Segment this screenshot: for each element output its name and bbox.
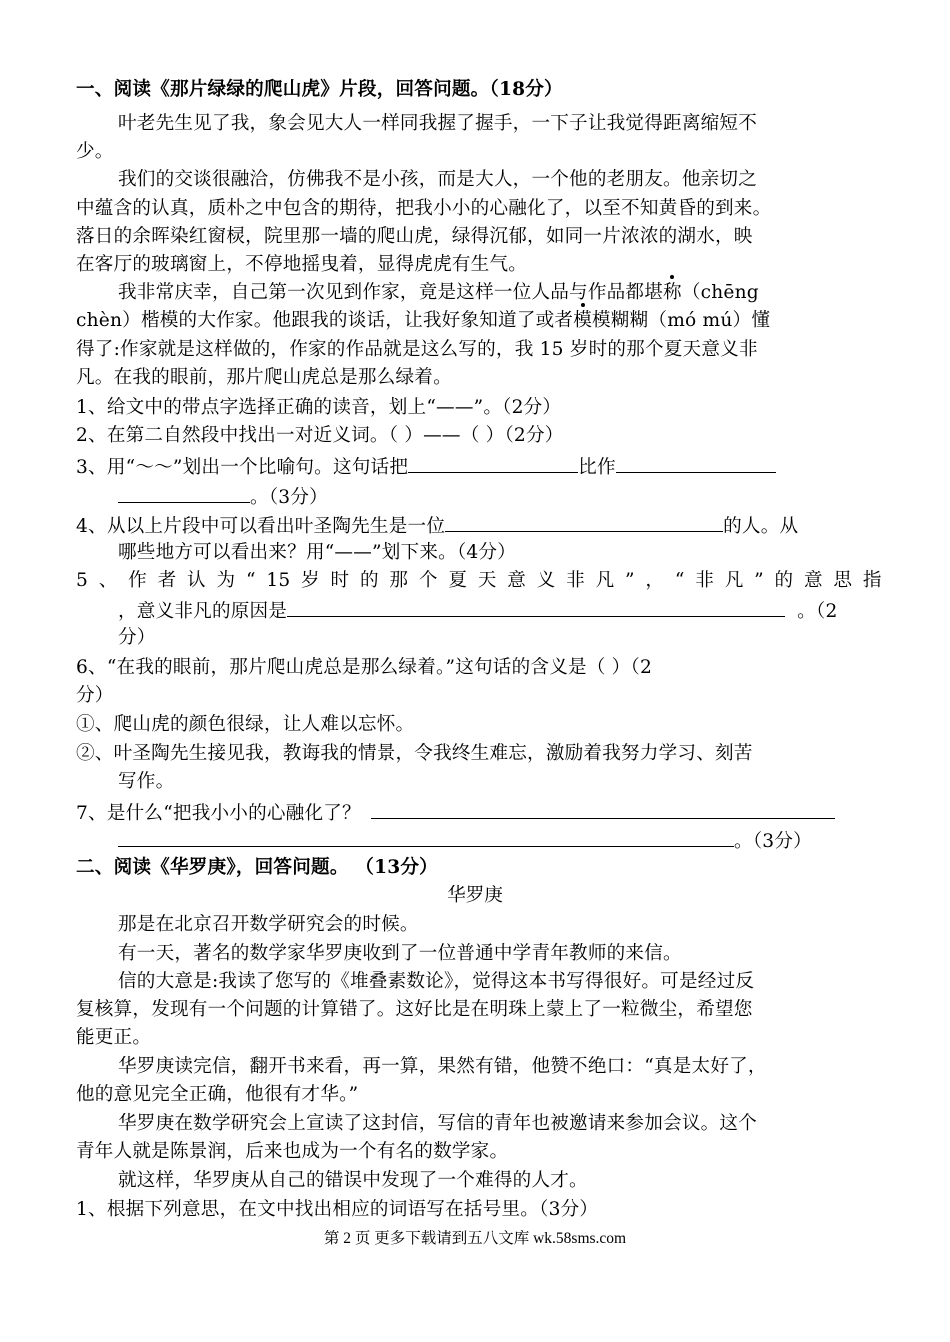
answer-blank[interactable] <box>616 452 776 473</box>
answer-blank[interactable] <box>287 596 785 617</box>
question-char: 者 <box>157 570 177 591</box>
question-char: 非 <box>566 570 585 591</box>
paragraph-line: 落日的余晖染红窗棂，院里那一墙的爬山虎，绿得沉郁，如同一片浓浓的湖水，映 <box>76 226 753 247</box>
question-4-cont: 哪些地方可以看出来？用“——”划下来。（4分） <box>118 542 517 563</box>
paragraph-line: 青年人就是陈景润，后来也成为一个有名的数学家。 <box>76 1141 509 1162</box>
question-3 <box>76 452 776 480</box>
paragraph-line: 中蕴含的认真，质朴之中包含的期待，把我小小的心融化了，以至不知黄昏的到来。 <box>76 198 772 219</box>
paragraph-line: 少。 <box>76 141 114 162</box>
paragraph-line: 叶老先生见了我，象会见大人一样同我握了握手，一下子让我觉得距离缩短不 <box>118 113 757 134</box>
question-char: 个 <box>418 570 438 591</box>
question-text: ，意义非凡的原因是 <box>118 601 288 622</box>
section1-heading: 一、阅读《那片绿绿的爬山虎》片段，回答问题。（18分） <box>76 79 563 100</box>
paragraph-line: 信的大意是:我读了您写的《堆叠素数论》，觉得这本书写得很好。可是经过反 <box>118 971 755 992</box>
question-char: 非 <box>695 570 715 591</box>
question-text: 的人。从 <box>723 516 799 537</box>
question-1: 1、根据下列意思，在文中找出相应的词语写在括号里。（3分） <box>76 1199 599 1220</box>
question-char: 的 <box>359 570 379 591</box>
question-5-end: 分） <box>118 627 156 648</box>
question-char: ， <box>645 570 665 591</box>
paragraph-line: 在客厅的玻璃窗上，不停地摇曳着，显得虎虎有生气。 <box>76 254 528 275</box>
paragraph-line: 我们的交谈很融洽，仿佛我不是小孩，而是大人，一个他的老朋友。他亲切之 <box>118 169 757 190</box>
question-char: 思 <box>833 570 853 591</box>
question-char: 夏 <box>448 570 468 591</box>
question-char: 义 <box>536 570 556 591</box>
section2-heading: 二、阅读《华罗庚》，回答问题。 （13分） <box>76 857 438 878</box>
paragraph-line <box>118 279 759 307</box>
paragraph-line: 华罗庚读完信，翻开书来看，再一算，果然有错，他赞不绝口：“真是太好了， <box>118 1056 767 1077</box>
question-7 <box>76 798 835 826</box>
answer-blank[interactable] <box>408 452 578 473</box>
question-char: 为 <box>216 570 236 591</box>
question-1: 1、给文中的带点字选择正确的读音，划上“——”。（2分） <box>76 397 562 418</box>
question-char: 、 <box>98 570 118 591</box>
question-char: 意 <box>803 570 823 591</box>
paragraph-line: 华罗庚在数学研究会上宣读了这封信，写信的青年也被邀请来参加会议。这个 <box>118 1113 757 1134</box>
question-char: 时 <box>330 570 350 591</box>
paragraph-line: 他的意见完全正确，他很有才华。” <box>76 1084 359 1105</box>
question-char: ” <box>625 570 635 591</box>
question-text: 4、从以上片段中可以看出叶圣陶先生是一位 <box>76 516 446 537</box>
question-char: 岁 <box>301 570 320 591</box>
option-1: ①、爬山虎的颜色很绿，让人难以忘怀。 <box>76 714 415 735</box>
question-2: 2、在第二自然段中找出一对近义词。（ ）——（ ）（2分） <box>76 425 564 446</box>
paragraph-line: 复核算，发现有一个问题的计算错了。这好比是在明珠上蒙上了一粒微尘，希望您 <box>76 999 753 1020</box>
paragraph-line: 就这样，华罗庚从自己的错误中发现了一个难得的人才。 <box>118 1170 588 1191</box>
paragraph-line: 有一天，著名的数学家华罗庚收到了一位普通中学青年教师的来信。 <box>118 943 682 964</box>
paragraph-line <box>76 307 770 335</box>
dotted-char: 称 <box>663 279 682 307</box>
question-5 <box>76 567 882 595</box>
question-char: 凡 <box>724 570 744 591</box>
question-text: 比作 <box>578 457 616 478</box>
paragraph-line: 能更正。 <box>76 1027 152 1048</box>
question-6: 6、“在我的眼前，那片爬山虎总是那么绿着。”这句话的含义是（ ）（2 <box>76 657 653 678</box>
article-title: 华罗庚 <box>447 885 503 906</box>
question-char: “ <box>245 570 256 591</box>
text-segment: chèn）楷模的大作家。他跟我的谈话，让我好象知道了或者 <box>76 310 574 331</box>
dotted-char: 模 <box>573 307 592 335</box>
question-text: 。（2 <box>797 601 838 622</box>
question-6-cont: 分） <box>76 685 114 706</box>
answer-blank[interactable] <box>445 511 723 532</box>
question-char: 的 <box>774 570 794 591</box>
paragraph-line: 那是在北京召开数学研究会的时候。 <box>118 914 419 935</box>
option-2: ②、叶圣陶先生接见我，教诲我的情景，令我终生难忘，激励着我努力学习、刻苦 <box>76 743 753 764</box>
question-char: 凡 <box>595 570 615 591</box>
question-char: ” <box>754 570 764 591</box>
option-2-cont: 写作。 <box>118 771 175 792</box>
question-char: “ <box>674 570 685 591</box>
answer-blank[interactable] <box>118 482 250 503</box>
question-7-cont <box>118 826 812 854</box>
answer-blank[interactable] <box>118 826 734 847</box>
question-char: 5 <box>76 570 89 591</box>
question-text: 。（3分） <box>734 831 812 852</box>
question-text: 。（3分） <box>250 487 328 508</box>
question-char: 天 <box>477 570 497 591</box>
text-segment: （chēng <box>681 282 759 303</box>
answer-blank[interactable] <box>371 798 835 819</box>
question-char: 作 <box>128 570 147 591</box>
paragraph-line: 得了:作家就是这样做的，作家的作品就是这么写的，我 15 岁时的那个夏天意义非 <box>76 339 758 360</box>
paragraph-line: 凡。在我的眼前，那片爬山虎总是那么绿着。 <box>76 367 452 388</box>
question-char: 认 <box>187 570 206 591</box>
question-char: 指 <box>862 570 882 591</box>
question-char: 15 <box>266 570 291 591</box>
page-footer: 第 2 页 更多下载请到五八文库 wk.58sms.com <box>323 1230 627 1247</box>
question-text: 7、是什么“把我小小的心融化了？ <box>76 803 361 824</box>
question-4 <box>76 511 798 539</box>
question-text: 3、用“～～”划出一个比喻句。这句话把 <box>76 457 409 478</box>
text-segment: 我非常庆幸，自己第一次见到作家，竟是这样一位人品与作品都堪 <box>118 282 664 303</box>
text-segment: 模糊糊（mó mú）懂 <box>592 310 771 331</box>
question-char: 那 <box>389 570 409 591</box>
question-5-cont <box>118 596 837 624</box>
question-3-cont <box>118 482 328 510</box>
question-char: 意 <box>507 570 527 591</box>
